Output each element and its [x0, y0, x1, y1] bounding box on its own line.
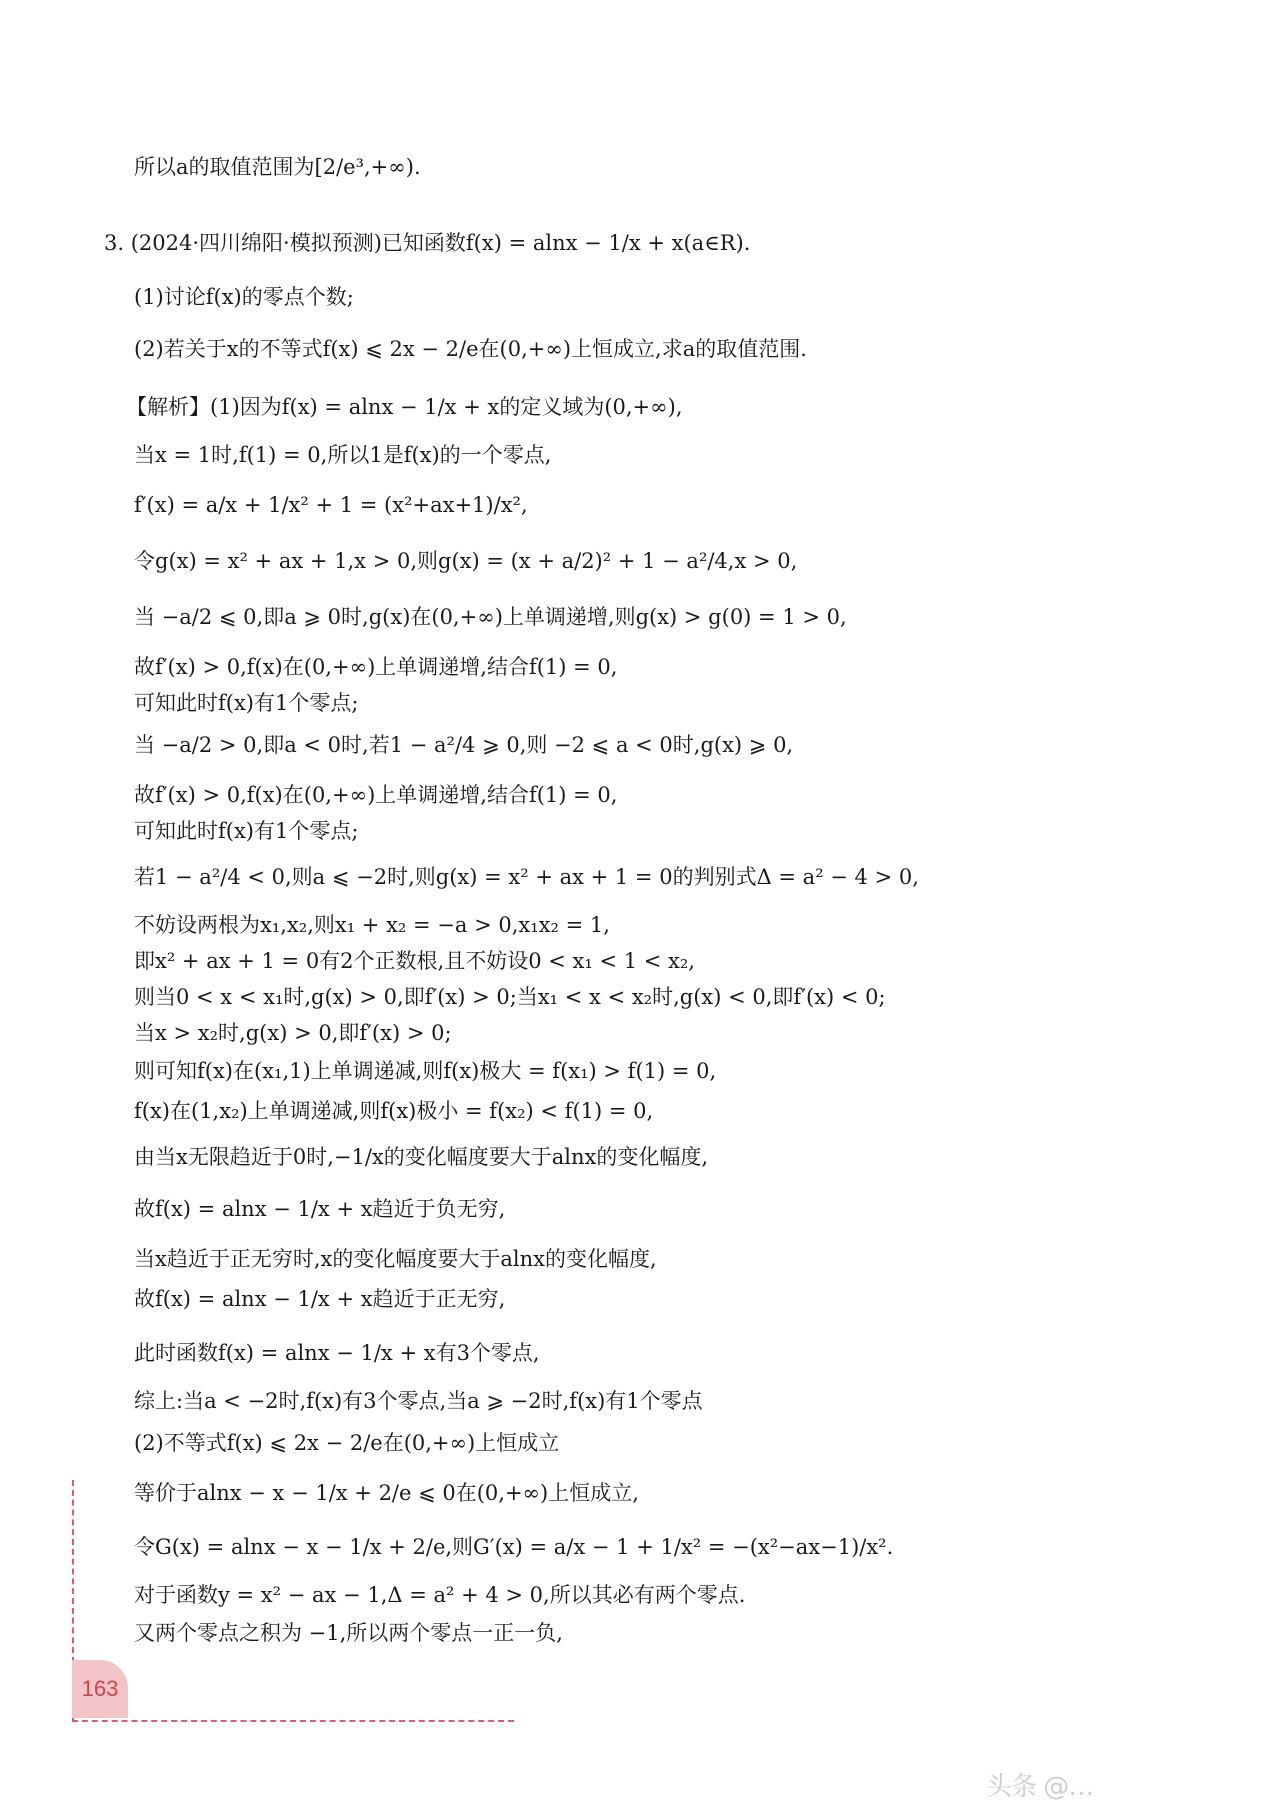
text-line: 当x趋近于正无穷时,x的变化幅度要大于alnx的变化幅度,	[134, 1247, 657, 1271]
text-line: 对于函数y = x² − ax − 1,Δ = a² + 4 > 0,所以其必有两个零点.	[134, 1583, 746, 1607]
text-line: 则当0 < x < x₁时,g(x) > 0,即f′(x) > 0;当x₁ < x < x₂时,g(x) < 0,即f′(x) < 0;	[134, 985, 886, 1009]
page-number: 163	[72, 1660, 128, 1718]
text-line: f(x)在(1,x₂)上单调递减,则f(x)极小 = f(x₂) < f(1) = 0,	[134, 1099, 654, 1123]
text-line: 令g(x) = x² + ax + 1,x > 0,则g(x) = (x + a/2)² + 1 − a²/4,x > 0,	[134, 549, 798, 573]
text-line: 由当x无限趋近于0时,−1/x的变化幅度要大于alnx的变化幅度,	[134, 1145, 709, 1169]
question-2: (2)若关于x的不等式f(x) ⩽ 2x − 2/e在(0,+∞)上恒成立,求a的取值范围.	[134, 337, 807, 361]
question-1: (1)讨论f(x)的零点个数;	[134, 285, 354, 309]
text-line: 此时函数f(x) = alnx − 1/x + x有3个零点,	[134, 1341, 540, 1365]
text-line: 故f(x) = alnx − 1/x + x趋近于负无穷,	[134, 1197, 506, 1221]
watermark: 头条 @…	[986, 1772, 1094, 1802]
text-line: 故f′(x) > 0,f(x)在(0,+∞)上单调递增,结合f(1) = 0,	[134, 655, 618, 679]
text-line: 不妨设两根为x₁,x₂,则x₁ + x₂ = −a > 0,x₁x₂ = 1,	[134, 913, 610, 937]
decorative-dashed-corner	[72, 1480, 514, 1722]
text-line: 等价于alnx − x − 1/x + 2/e ⩽ 0在(0,+∞)上恒成立,	[134, 1481, 639, 1505]
text-line: 当x > x₂时,g(x) > 0,即f′(x) > 0;	[134, 1021, 452, 1045]
text-line: 令G(x) = alnx − x − 1/x + 2/e,则G′(x) = a/x − 1 + 1/x² = −(x²−ax−1)/x².	[134, 1535, 894, 1559]
text-line: 故f′(x) > 0,f(x)在(0,+∞)上单调递增,结合f(1) = 0,	[134, 783, 618, 807]
text-line: 所以a的取值范围为[2/e³,+∞).	[134, 155, 421, 179]
text-line: 若1 − a²/4 < 0,则a ⩽ −2时,则g(x) = x² + ax + 1 = 0的判别式Δ = a² − 4 > 0,	[134, 865, 919, 889]
text-line: 又两个零点之积为 −1,所以两个零点一正一负,	[134, 1621, 563, 1645]
text-line: 可知此时f(x)有1个零点;	[134, 819, 359, 843]
text-line: f′(x) = a/x + 1/x² + 1 = (x²+ax+1)/x²,	[134, 493, 528, 517]
text-line: 当x = 1时,f(1) = 0,所以1是f(x)的一个零点,	[134, 443, 552, 467]
text-line: 当 −a/2 > 0,即a < 0时,若1 − a²/4 ⩾ 0,则 −2 ⩽ a < 0时,g(x) ⩾ 0,	[134, 733, 794, 757]
text-line: 则可知f(x)在(x₁,1)上单调递减,则f(x)极大 = f(x₁) > f(1) = 0,	[134, 1059, 717, 1083]
problem-title: 3. (2024·四川绵阳·模拟预测)已知函数f(x) = alnx − 1/x + x(a∈R).	[104, 231, 751, 255]
part-2-start: (2)不等式f(x) ⩽ 2x − 2/e在(0,+∞)上恒成立	[134, 1431, 560, 1455]
text-line: 可知此时f(x)有1个零点;	[134, 691, 359, 715]
text-line: 当 −a/2 ⩽ 0,即a ⩾ 0时,g(x)在(0,+∞)上单调递增,则g(x) > g(0) = 1 > 0,	[134, 605, 847, 629]
text-line: 故f(x) = alnx − 1/x + x趋近于正无穷,	[134, 1287, 506, 1311]
conclusion-1: 综上:当a < −2时,f(x)有3个零点,当a ⩾ −2时,f(x)有1个零点	[134, 1389, 703, 1413]
solution-start: 【解析】(1)因为f(x) = alnx − 1/x + x的定义域为(0,+∞),	[126, 395, 683, 419]
text-line: 即x² + ax + 1 = 0有2个正数根,且不妨设0 < x₁ < 1 < x₂,	[134, 949, 695, 973]
